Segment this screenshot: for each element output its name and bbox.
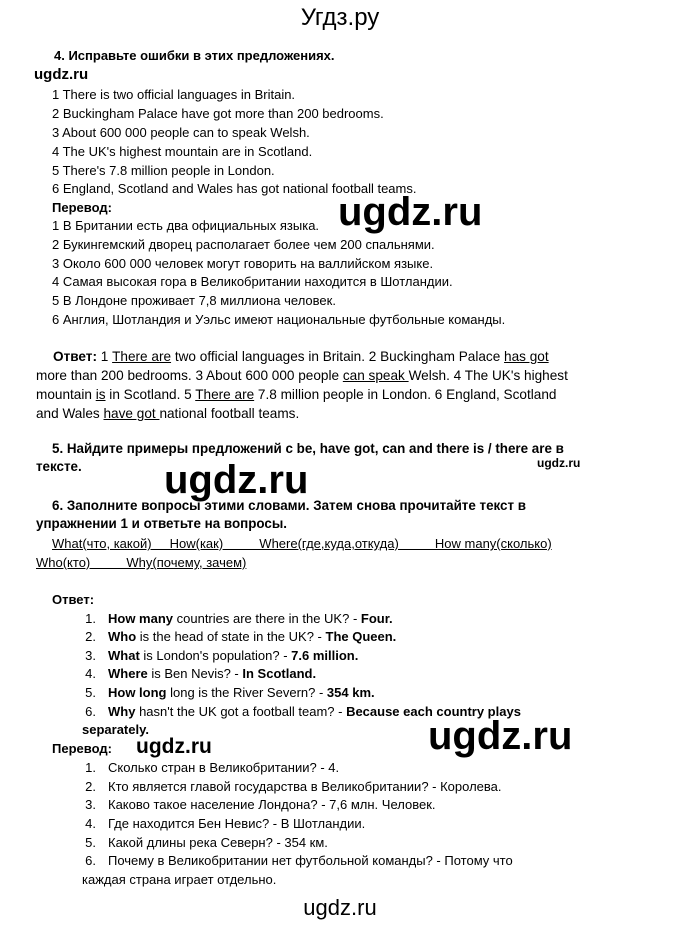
ex4-translation: 1 В Британии есть два официальных языка.	[52, 218, 320, 233]
ex6-translation-label: Перевод:	[52, 741, 112, 756]
ex6-heading-line1: 6. Заполните вопросы этими словами. Затем снова прочитайте текст в	[52, 498, 527, 513]
watermark: ugdz.ru	[428, 714, 573, 758]
ex4-translation: 4 Самая высокая гора в Великобритании находится в Шотландии.	[52, 274, 453, 289]
ex4-sentence: 3 About 600 000 people can to speak Welsh.	[52, 125, 310, 140]
watermark: ugdz.ru	[136, 735, 212, 758]
correction-have-got: have got	[103, 406, 160, 421]
ex4-sentence: 2 Buckingham Palace have got more than 200 bedrooms.	[52, 106, 384, 121]
ex5-heading-line1: 5. Найдите примеры предложений с be, have got, can and there is / there are в	[52, 441, 564, 456]
ex6-translation: 4. Где находится Бен Невис? - В Шотландии.	[85, 816, 366, 831]
ex6-answer: 5. How long long is the River Severn? - 354 km.	[85, 685, 375, 700]
ex6-translation: 1. Сколько стран в Великобритании? - 4.	[85, 760, 340, 775]
watermark: ugdz.ru	[338, 190, 483, 234]
ex6-word-bank-row2: Who(кто) Why(почему, зачем)	[36, 555, 247, 570]
watermark: ugdz.ru	[537, 456, 581, 470]
ex4-translation: 6 Англия, Шотландия и Уэльс имеют национальные футбольные команды.	[52, 312, 506, 327]
ex4-sentence: 5 There's 7.8 million people in London.	[52, 163, 275, 178]
watermark: ugdz.ru	[34, 66, 89, 83]
ex6-answer-6-cont: separately.	[82, 722, 149, 737]
correction-can-speak: can speak	[342, 368, 409, 383]
site-title: Угдз.ру	[300, 4, 380, 31]
ex5-heading-line2: тексте.	[36, 459, 82, 474]
correction-has-got: has got	[504, 349, 549, 364]
ex4-sentence: 6 England, Scotland and Wales has got national football teams.	[52, 181, 417, 196]
correction-there-are: There are	[112, 349, 172, 364]
ex4-translation: 3 Около 600 000 человек могут говорить на валлийском языке.	[52, 256, 434, 271]
ex6-word-bank-row1: What(что, какой) How(как) Where(где,куда,откуда) How many(сколько)	[52, 536, 552, 551]
ex6-answer: 4. Where is Ben Nevis? - In Scotland.	[85, 666, 317, 681]
ex6-translation: 5. Какой длины река Северн? - 354 км.	[85, 835, 328, 850]
watermark: ugdz.ru	[164, 458, 309, 502]
ex6-translation-6-cont: каждая страна играет отдельно.	[82, 872, 277, 887]
ex4-sentence: 4 The UK's highest mountain are in Scotland.	[52, 144, 313, 159]
ex6-answer-label: Ответ:	[52, 592, 95, 607]
ex6-heading-line2: упражнении 1 и ответьте на вопросы.	[36, 516, 288, 531]
ex6-answer: 2. Who is the head of state in the UK? - The Queen.	[85, 629, 397, 644]
correction-is: is	[95, 387, 106, 402]
ex4-translation: 5 В Лондоне проживает 7,8 миллиона человек.	[52, 293, 336, 308]
footer-watermark: ugdz.ru	[303, 895, 377, 920]
ex6-translation: 6. Почему в Великобритании нет футбольной команды? - Потому что	[85, 853, 513, 868]
ex4-answer-label: Ответ:	[53, 349, 97, 364]
ex4-answer-line4: and Wales have got national football teams.	[36, 406, 300, 421]
ex4-translation-label: Перевод:	[52, 200, 112, 215]
ex4-answer-line3: mountain is in Scotland. 5 There are 7.8 million people in London. 6 England, Scotland	[36, 387, 557, 402]
ex4-answer-line1: Ответ: 1 There are two official languages in Britain. 2 Buckingham Palace has got	[53, 349, 549, 364]
ex6-translation: 3. Каково такое население Лондона? - 7,6 млн. Человек.	[85, 797, 436, 812]
correction-there-are-2: There are	[195, 387, 255, 402]
ex4-sentence: 1 There is two official languages in Britain.	[52, 87, 296, 102]
ex4-heading: 4. Исправьте ошибки в этих предложениях.	[54, 48, 335, 63]
ex6-translation: 2. Кто является главой государства в Великобритании? - Королева.	[85, 779, 502, 794]
ex6-answer: 3. What is London's population? - 7.6 million.	[85, 648, 359, 663]
ex6-answer: 6. Why hasn't the UK got a football team? - Because each country plays	[85, 704, 521, 719]
ex4-answer-line2: more than 200 bedrooms. 3 About 600 000 people can speak Welsh. 4 The UK's highest	[36, 368, 568, 383]
ex4-translation: 2 Букингемский дворец располагает более чем 200 спальнями.	[52, 237, 435, 252]
ex6-answer: 1. How many countries are there in the UK? - Four.	[85, 611, 393, 626]
